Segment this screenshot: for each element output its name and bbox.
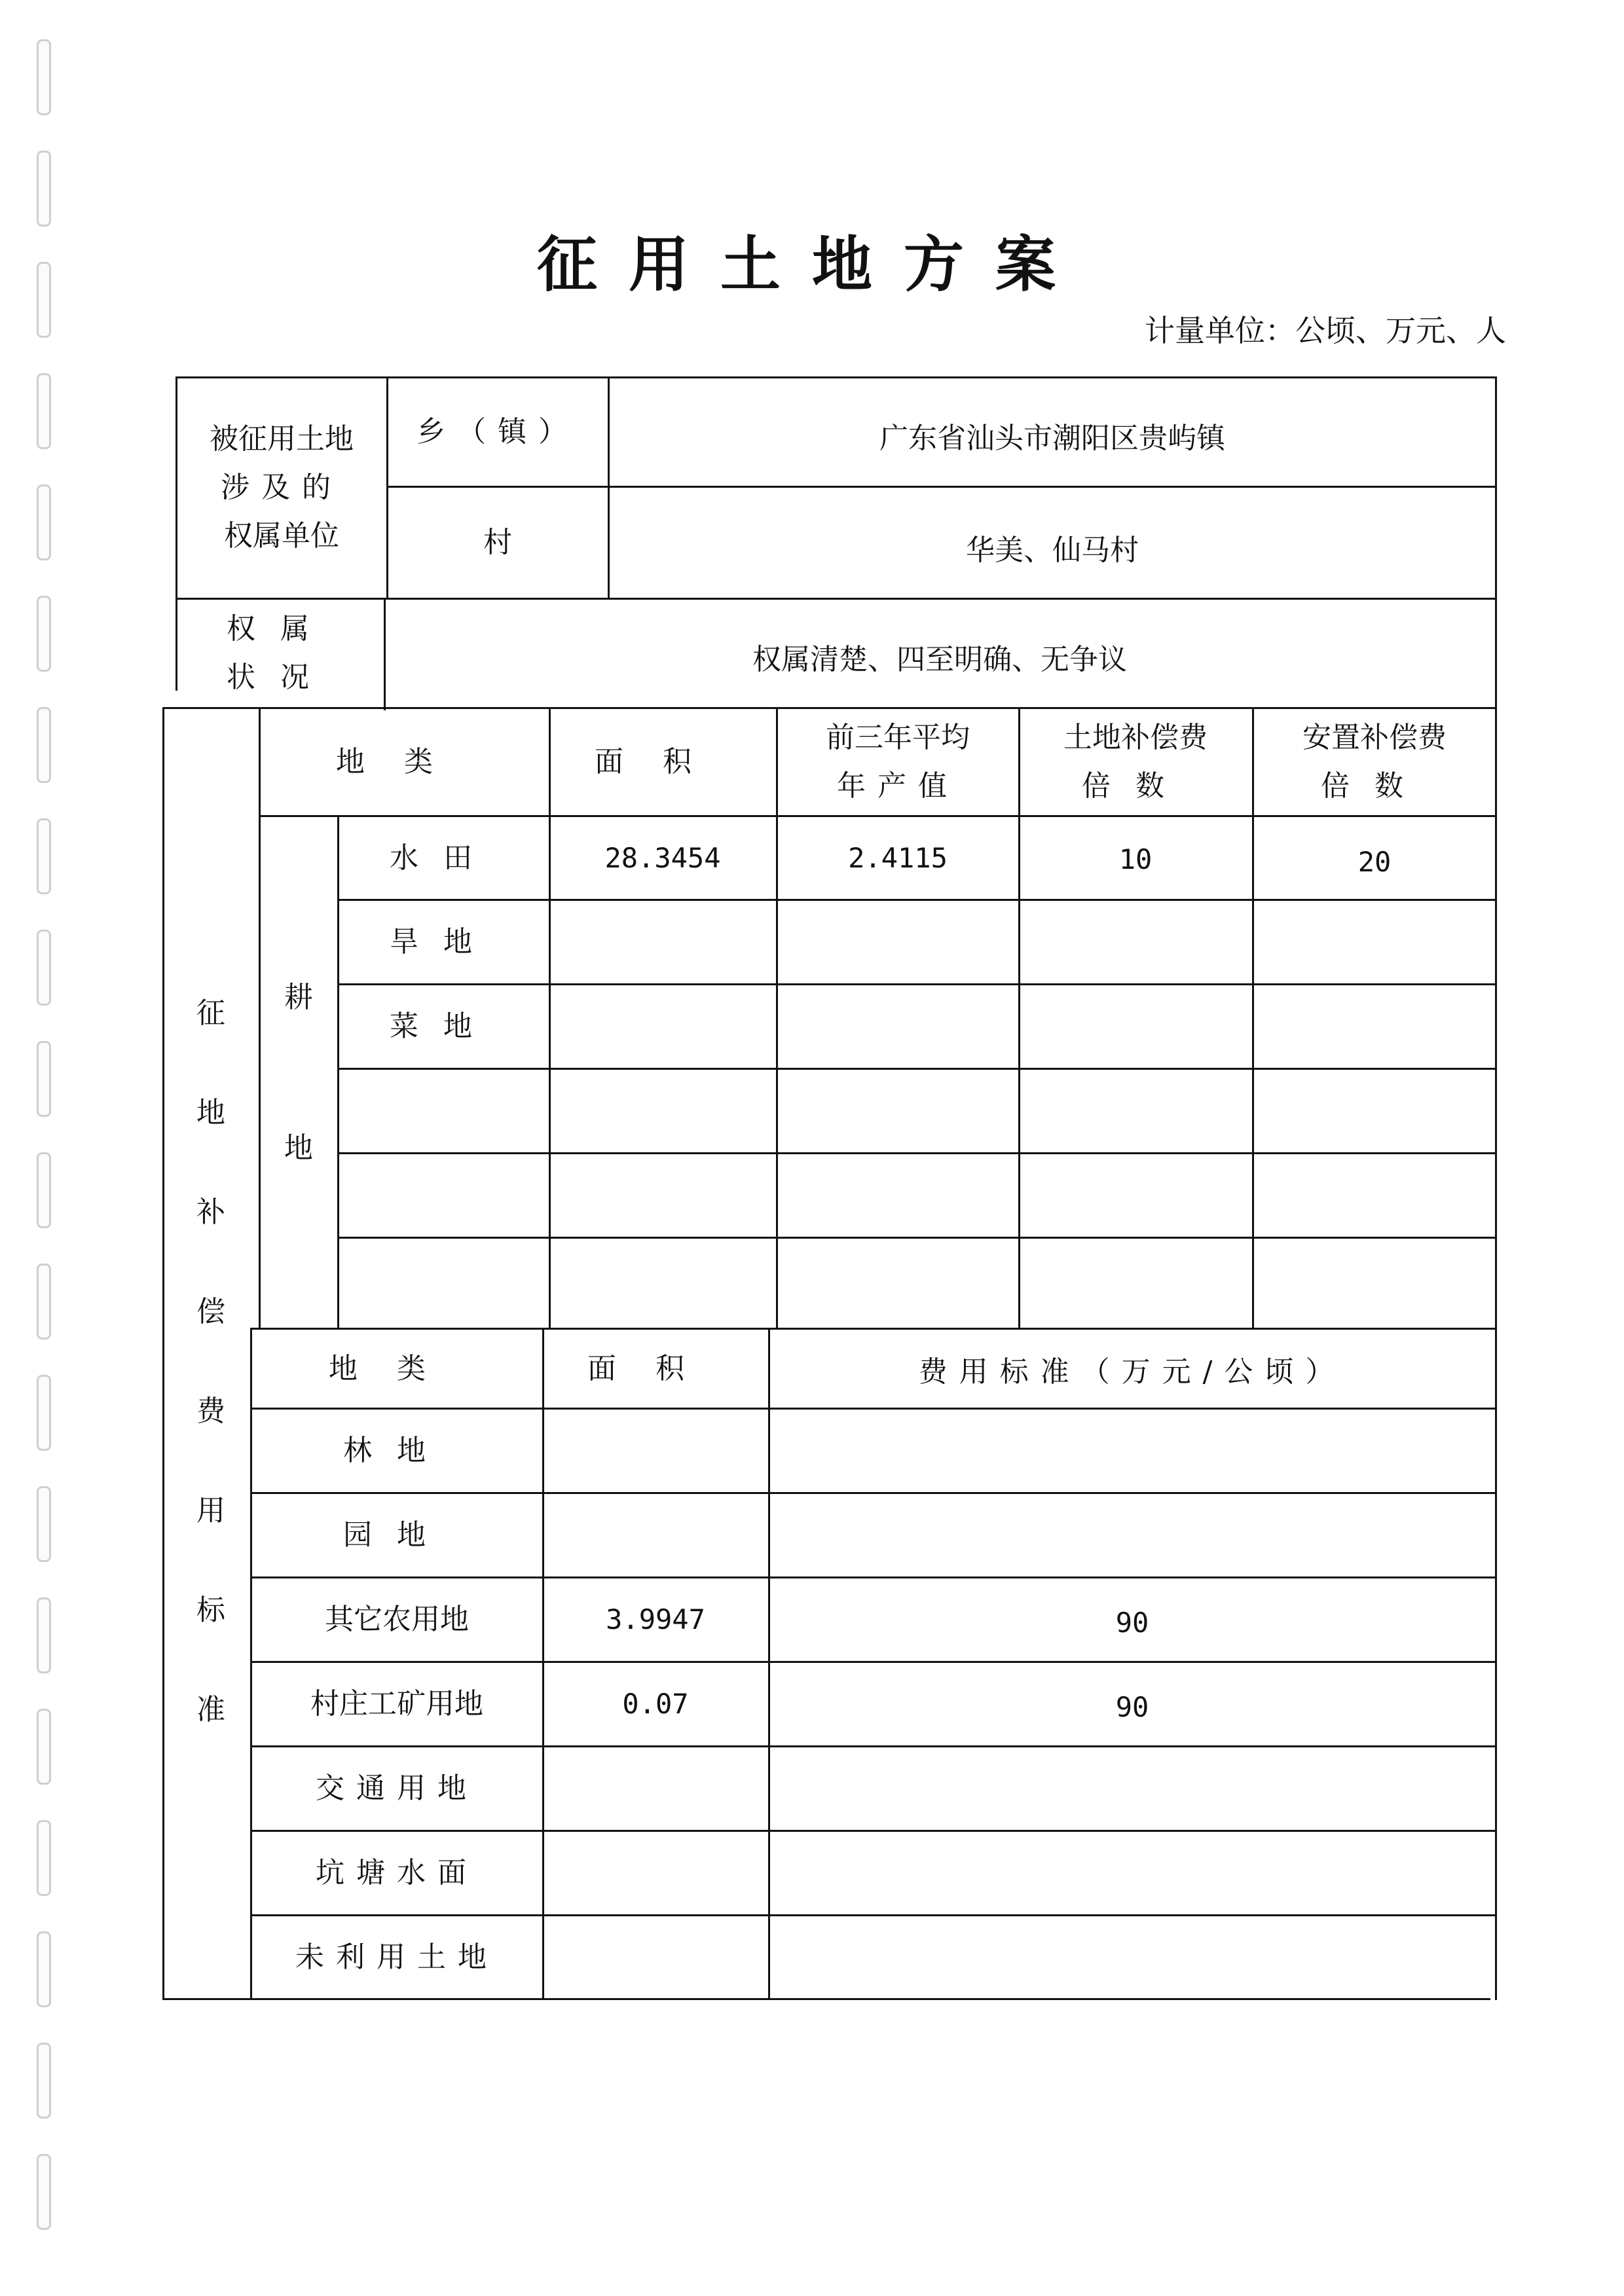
divider: [386, 376, 388, 599]
divider: [250, 1914, 1496, 1916]
row-land-multiple: [1021, 987, 1250, 1066]
divider: [259, 815, 1496, 817]
header-land-type: 地类: [336, 745, 472, 778]
ownership-status-label: 权属 状况: [227, 612, 334, 694]
header2-area: 面积: [587, 1351, 724, 1385]
row-area: [551, 987, 774, 1066]
row-land-multiple: 10: [1118, 843, 1153, 875]
measurement-unit: 计量单位：公顷、万元、人: [1145, 313, 1506, 348]
divider: [768, 1328, 770, 1999]
border-left-upper: [175, 376, 177, 691]
row-area: [545, 1833, 766, 1913]
row-resettlement-multiple: [1255, 1071, 1494, 1151]
compensation-side-label: 征 地 补 偿 费 用 标 准: [196, 996, 225, 1726]
divider: [549, 707, 551, 1329]
row-name: 旱地: [390, 925, 497, 958]
divider: [337, 1237, 1496, 1239]
town-value: 广东省汕头市潮阳区贵屿镇: [879, 422, 1225, 455]
row-name: 村庄工矿用地: [310, 1687, 483, 1721]
row-standard: [771, 1749, 1494, 1829]
row-standard: [771, 1495, 1494, 1575]
row-name: 未利用土地: [295, 1941, 498, 1974]
divider: [337, 815, 339, 1329]
row-area: 3.9947: [606, 1603, 705, 1635]
row-area: 28.3454: [604, 842, 721, 874]
row-output: [779, 1240, 1017, 1326]
row-resettlement-multiple: [1255, 1240, 1494, 1326]
divider: [337, 1152, 1496, 1154]
row-output: [779, 902, 1017, 982]
row-output: 2.4115: [848, 842, 948, 874]
row-resettlement-multiple: [1255, 902, 1494, 982]
header2-standard: 费用标准（万元/公顷）: [918, 1355, 1346, 1389]
header-avg-output: 前三年平均 年产值: [826, 721, 970, 803]
row-area: [545, 1918, 766, 1997]
row-output: [779, 987, 1017, 1066]
row-standard: 90: [1115, 1691, 1149, 1723]
row-land-multiple: [1021, 902, 1250, 982]
row-land-multiple: [1021, 1240, 1250, 1326]
row-resettlement-multiple: [1255, 987, 1494, 1066]
header-area: 面积: [595, 745, 731, 778]
row-land-multiple: [1021, 1156, 1250, 1235]
border-right: [1495, 376, 1497, 2000]
border-top: [177, 376, 1497, 378]
divider: [337, 1068, 1496, 1070]
row-name: 坑塘水面: [316, 1856, 478, 1889]
row-name: [340, 1156, 547, 1235]
row-area: 0.07: [622, 1688, 689, 1720]
row-standard: 90: [1115, 1607, 1149, 1639]
row-name: 园地: [343, 1518, 451, 1552]
row-standard: [771, 1411, 1494, 1491]
row-output: [779, 1071, 1017, 1151]
header-land-multiple: 土地补偿费 倍数: [1063, 721, 1208, 803]
cultivated-land-label: 耕 地: [284, 981, 313, 1165]
row-area: [551, 1240, 774, 1326]
row-standard: [771, 1833, 1494, 1913]
row-name: 其它农用地: [325, 1603, 469, 1636]
border-bottom: [162, 1998, 1490, 2000]
row-name: [340, 1071, 547, 1151]
border-left-lower: [162, 707, 164, 2000]
divider: [384, 598, 386, 710]
row-output: [779, 1156, 1017, 1235]
row-area: [551, 1156, 774, 1235]
divider: [259, 707, 261, 1329]
row-land-multiple: [1021, 1071, 1250, 1151]
row-area: [545, 1749, 766, 1829]
row-name: 交通用地: [316, 1772, 478, 1805]
divider: [608, 376, 610, 599]
document-title: 征用土地方案: [536, 230, 1087, 300]
row-name: 林地: [343, 1434, 451, 1467]
header-resettlement-multiple: 安置补偿费 倍数: [1302, 721, 1447, 803]
row-area: [545, 1411, 766, 1491]
divider: [250, 1328, 1496, 1330]
divider: [776, 707, 778, 1329]
ownership-status-value: 权属清楚、四至明确、无争议: [752, 643, 1127, 676]
divider: [250, 1576, 1496, 1578]
village-value: 华美、仙马村: [966, 533, 1139, 567]
row-name: 水田: [390, 841, 497, 875]
village-label: 村: [483, 525, 512, 559]
divider: [1252, 707, 1254, 1329]
divider: [250, 1830, 1496, 1832]
row-area: [551, 1071, 774, 1151]
header2-land-type: 地类: [329, 1351, 465, 1385]
row-name: [340, 1240, 547, 1326]
divider: [542, 1328, 544, 1999]
row-area: [545, 1495, 766, 1575]
divider: [337, 983, 1496, 985]
divider: [250, 1492, 1496, 1494]
ownership-units-label: 被征用土地 涉及的 权属单位: [210, 422, 354, 553]
row-standard: [771, 1918, 1494, 1997]
divider: [1018, 707, 1020, 1329]
row-name: 菜地: [390, 1010, 497, 1043]
town-label: 乡（镇）: [416, 415, 579, 448]
row-resettlement-multiple: 20: [1357, 846, 1392, 878]
row-resettlement-multiple: [1255, 1156, 1494, 1235]
row-area: [551, 902, 774, 982]
